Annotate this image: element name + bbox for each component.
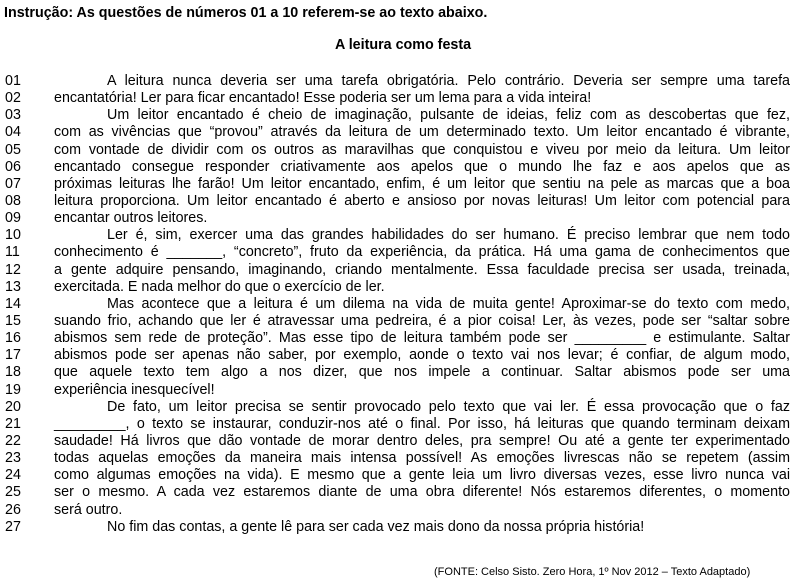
text-line bbox=[0, 142, 806, 159]
line-text: abismos pode ser apenas não saber, por exemplo, aonde o texto vai nos levar; é confiar, de algum modo, bbox=[54, 347, 790, 364]
line-text: encantar outros leitores. bbox=[54, 210, 208, 227]
line-text: Um leitor encantado é cheio de imaginação, pulsante de ideias, feliz com as descobertas que fez, bbox=[107, 107, 790, 124]
text-title: A leitura como festa bbox=[334, 37, 472, 53]
line-number: 24 bbox=[5, 467, 21, 484]
line-text: A leitura nunca deveria ser uma tarefa obrigatória. Pelo contrário. Deveria ser sempre uma tarefa bbox=[107, 73, 790, 89]
line-text: leitura proporciona. Um leitor encantado é aberto e ansioso por novas leituras! Um leitor com potencial para bbox=[54, 192, 790, 209]
text-line bbox=[0, 159, 806, 176]
line-text: No fim das contas, a gente lê para ser cada vez mais dono da nossa própria história! bbox=[107, 518, 645, 535]
line-text: exercitada. E nada melhor do que o exercício de ler. bbox=[54, 278, 385, 295]
line-number: 22 bbox=[5, 432, 21, 449]
line-number: 09 bbox=[5, 210, 21, 227]
line-text: De fato, um leitor precisa se sentir provocado pelo texto que vai ler. É essa provocação que o faz bbox=[107, 398, 790, 415]
line-text: Ler é, sim, exercer uma das grandes habilidades do ser humano. É preciso lembrar que nem todo bbox=[107, 227, 790, 244]
text-line bbox=[0, 124, 806, 141]
text-line bbox=[0, 484, 806, 501]
line-number: 19 bbox=[5, 381, 21, 398]
text-line bbox=[0, 176, 806, 193]
line-number: 20 bbox=[5, 398, 21, 415]
line-text: a gente adquire pensando, imaginando, criando mentalmente. Essa faculdade precisa ser usada, treinada, bbox=[54, 261, 790, 278]
text-line bbox=[0, 433, 806, 450]
line-number: 06 bbox=[5, 158, 21, 175]
text-line bbox=[0, 519, 806, 536]
text-line bbox=[0, 313, 806, 330]
line-number: 27 bbox=[5, 518, 21, 535]
text-line bbox=[0, 502, 806, 519]
line-text: conhecimento é _______, “concreto”, fruto da experiência, da prática. Há uma gama de conhecimentos que bbox=[54, 244, 790, 261]
text-line bbox=[0, 193, 806, 210]
line-text: todas aquelas emoções da maneira mais intensa possível! As emoções livrescas não se repetem (assim bbox=[54, 450, 790, 467]
line-number: 18 bbox=[5, 364, 21, 381]
line-text: encantado consegue responder criativamente aos apelos que o mundo lhe faz e aos apelos que as bbox=[54, 158, 790, 175]
line-number: 03 bbox=[5, 107, 21, 124]
line-number: 01 bbox=[5, 73, 21, 89]
line-number: 04 bbox=[5, 124, 21, 141]
line-text: com vontade de dividir com os outros as maravilhas que conquistou e viveu por meio da leitura. Um leitor bbox=[54, 141, 790, 158]
line-number: 15 bbox=[5, 312, 21, 329]
line-number: 14 bbox=[5, 295, 21, 312]
line-text: abismos sem rede de proteção”. Mas esse tipo de leitura também pode ser _________ e estimulante. Saltar bbox=[54, 330, 790, 347]
text-line bbox=[0, 296, 806, 313]
line-number: 10 bbox=[5, 227, 21, 244]
text-line bbox=[0, 416, 806, 433]
line-number: 21 bbox=[5, 415, 21, 432]
line-number: 25 bbox=[5, 484, 21, 501]
line-text: ser o mesmo. A cada vez estaremos diante de uma obra diferente! Nós estaremos diferentes, o momento bbox=[54, 484, 790, 501]
instruction-heading: Instrução: As questões de números 01 a 10 referem-se ao texto abaixo. bbox=[4, 5, 488, 21]
line-number: 11 bbox=[5, 244, 20, 261]
line-text: encantatória! Ler para ficar encantado! Esse poderia ser um lema para a vida inteira! bbox=[54, 90, 592, 107]
line-text: Mas acontece que a leitura é um dilema na vida de muita gente! Aproximar-se do texto com medo, bbox=[107, 295, 790, 312]
text-line bbox=[0, 227, 806, 244]
line-number: 23 bbox=[5, 450, 21, 467]
text-line bbox=[0, 364, 806, 381]
text-line bbox=[0, 90, 806, 107]
text-line bbox=[0, 279, 806, 296]
text-line bbox=[0, 467, 806, 484]
source-citation: (FONTE: Celso Sisto. Zero Hora, 1º Nov 2012 – Texto Adaptado) bbox=[434, 566, 751, 578]
text-line bbox=[0, 347, 806, 364]
line-number: 12 bbox=[5, 261, 21, 278]
line-text: _________, o texto se instaurar, conduzir-nos até o final. Por isso, há leituras que quando terminam deixam bbox=[54, 415, 790, 432]
line-text: suando frio, achando que ler é atravessar uma pedreira, é a pior coisa! Ler, às vezes, pode ser “saltar sobre bbox=[54, 312, 790, 329]
line-number: 16 bbox=[5, 330, 21, 347]
line-text: como algumas emoções na vida). E mesmo que a gente leia um livro diversas vezes, esse livro nunca vai bbox=[54, 467, 790, 484]
line-number: 07 bbox=[5, 175, 21, 192]
line-text: experiência inesquecível! bbox=[54, 381, 215, 398]
numbered-text-body bbox=[0, 73, 806, 536]
text-line bbox=[0, 73, 806, 90]
text-line bbox=[0, 210, 806, 227]
line-number: 02 bbox=[5, 90, 21, 107]
text-line bbox=[0, 450, 806, 467]
text-line bbox=[0, 399, 806, 416]
text-line bbox=[0, 330, 806, 347]
text-line bbox=[0, 382, 806, 399]
line-number: 17 bbox=[5, 347, 21, 364]
text-line bbox=[0, 262, 806, 279]
line-number: 13 bbox=[5, 278, 21, 295]
line-text: será outro. bbox=[54, 501, 123, 518]
line-text: com as vivências que “provou” através da leitura de um determinado texto. Um leitor encantado é vibrante, bbox=[54, 124, 790, 141]
line-number: 26 bbox=[5, 501, 21, 518]
line-number: 08 bbox=[5, 192, 21, 209]
line-text: próximas leituras lhe farão! Um leitor encantado, enfim, é um leitor que sentiu na pele as marcas que a boa bbox=[54, 175, 790, 192]
text-line bbox=[0, 244, 806, 261]
line-text: saudade! Há livros que dão vontade de morar dentro deles, pra sempre! Ou até a gente ter experimentado bbox=[54, 432, 790, 449]
line-text: que aquele texto tem algo a nos dizer, que nos impele a continuar. Saltar abismos pode ser uma bbox=[54, 364, 790, 381]
line-number: 05 bbox=[5, 141, 21, 158]
text-line bbox=[0, 107, 806, 124]
